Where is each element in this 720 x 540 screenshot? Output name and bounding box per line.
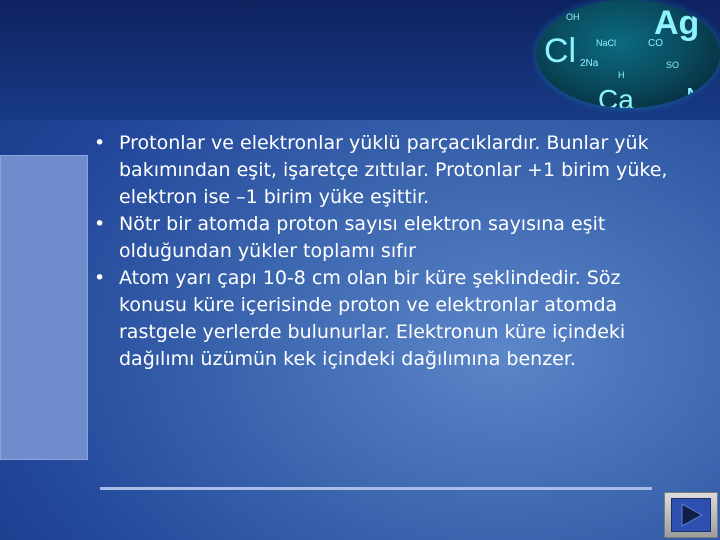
chemistry-logo (536, 0, 720, 108)
next-button-face (671, 498, 711, 532)
divider (100, 487, 652, 490)
logo-text-co: CO (648, 38, 663, 49)
logo-text-2na: 2Na (580, 58, 599, 69)
list-item (90, 211, 680, 265)
logo-text-h: H (618, 70, 625, 80)
left-panel (0, 155, 88, 460)
logo-text-n: N (686, 82, 705, 108)
bullet-icon: • (94, 267, 106, 289)
logo-text-cl: Cl (544, 32, 577, 70)
bullet-icon: • (94, 132, 106, 154)
logo-text-nacl: NaCl (596, 38, 617, 48)
bullet-list (90, 130, 680, 373)
play-icon (672, 499, 710, 531)
bullet-icon: • (94, 213, 106, 235)
list-item-text: Protonlar ve elektronlar yüklü parçacıklardır. Bunlar yük bakımından eşit, işaretçe zıttılar. Protonlar +1 birim yüke, elektron ise –1 birim yüke eşittir. (119, 132, 668, 208)
logo-text-so: SO (666, 60, 680, 70)
next-slide-button[interactable] (664, 492, 718, 538)
logo-text-ca: Ca (598, 84, 634, 108)
logo-text-ag: Ag (654, 4, 700, 42)
list-item (90, 265, 680, 373)
list-item-text: Nötr bir atomda proton sayısı elektron sayısına eşit olduğundan yükler toplamı sıfır (119, 213, 606, 262)
list-item (90, 130, 680, 211)
logo-text-oh: OH (566, 12, 580, 22)
list-item-text: Atom yarı çapı 10-8 cm olan bir küre şeklindedir. Söz konusu küre içerisinde proton ve elektronlar atomda rastgele yerlerde bulunurlar. Elektronun küre içindeki dağılımı üzümün kek içindeki dağılımına benzer. (119, 267, 626, 370)
